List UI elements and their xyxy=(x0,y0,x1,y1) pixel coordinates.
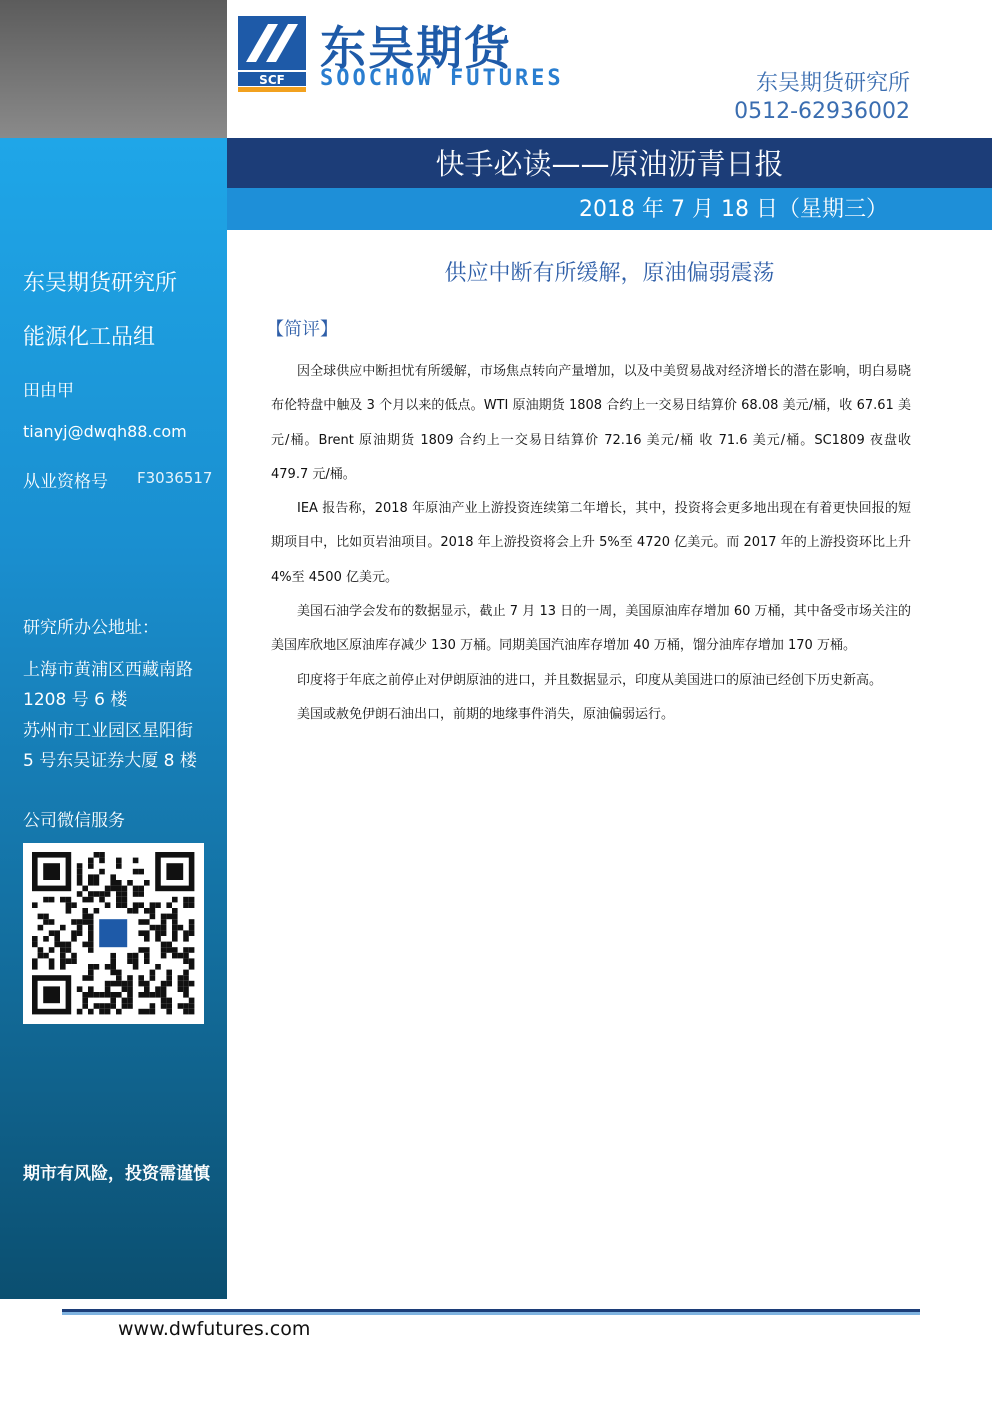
wechat-label: 公司微信服务 xyxy=(23,811,125,831)
address-line: 5 号东吴证券大厦 8 楼 xyxy=(23,751,197,771)
qr-code-icon xyxy=(23,843,204,1024)
address-line: 1208 号 6 楼 xyxy=(23,690,128,710)
date-bar xyxy=(227,188,992,230)
sidebar xyxy=(0,138,227,1299)
sidebar-institute: 东吴期货研究所 xyxy=(23,271,178,296)
license-label: 从业资格号 xyxy=(23,472,108,492)
brand-name-en: SOOCHOW FUTURES xyxy=(320,66,564,91)
body-paragraph: IEA 报告称，2018 年原油产业上游投资连续第二年增长，其中，投资将会更多地出现在有着更快回报的短期项目中，比如页岩油项目。2018 年上游投资将会上升 5%至 4720 亿美元。而 2017 年的上游投资环比上升 4%至 4500 亿美元。 xyxy=(271,501,911,585)
header-institute: 东吴期货研究所 xyxy=(755,71,910,96)
header-gray-block xyxy=(0,0,227,138)
report-title: 快手必读——原油沥青日报 xyxy=(227,138,992,188)
address-label: 研究所办公地址： xyxy=(23,618,159,638)
header-phone: 0512-62936002 xyxy=(734,99,910,124)
logo-mark-text: SCF xyxy=(259,73,285,87)
body-paragraph: 因全球供应中断担忧有所缓解，市场焦点转向产量增加，以及中美贸易战对经济增长的潜在影响，明白易晓布伦特盘中触及 3 个月以来的低点。WTI 原油期货 1808 合约上一交易日结算价 68.08 美元/桶，收 67.61 美元/桶。Brent 原油期货 1809 合约上一交易日结算价 72.16 美元/桶 收 71.6 美元/桶。SC1809 夜盘收 479.7 元/桶。 xyxy=(271,364,911,482)
footer-url[interactable]: www.dwfutures.com xyxy=(118,1318,311,1340)
address-line: 上海市黄浦区西藏南路 xyxy=(23,660,193,680)
body-paragraph: 美国或赦免伊朗石油出口，前期的地缘事件消失，原油偏弱运行。 xyxy=(297,706,675,722)
body-paragraph: 印度将于年底之前停止对伊朗原油的进口，并且数据显示，印度从美国进口的原油已经创下历史新高。 xyxy=(297,672,883,688)
analyst-name: 田由甲 xyxy=(23,381,74,401)
scf-logo-icon xyxy=(238,16,306,92)
brand-logo xyxy=(238,16,568,92)
license-number: F3036517 xyxy=(137,469,213,487)
report-headline: 供应中断有所缓解，原油偏弱震荡 xyxy=(444,261,775,286)
report-body xyxy=(271,355,911,732)
wechat-qr-code[interactable] xyxy=(23,843,204,1024)
report-date: 2018 年 7 月 18 日（星期三） xyxy=(579,197,888,222)
sidebar-group: 能源化工品组 xyxy=(23,325,156,350)
brand-name-cn: 东吴期货 xyxy=(320,21,512,75)
risk-notice: 期市有风险，投资需谨慎 xyxy=(23,1164,210,1184)
section-label: 【简评】 xyxy=(266,319,338,340)
address-line: 苏州市工业园区星阳街 xyxy=(23,721,193,741)
analyst-email[interactable]: tianyj@dwqh88.com xyxy=(23,422,187,441)
footer-divider xyxy=(62,1309,920,1315)
body-paragraph: 美国石油学会发布的数据显示，截止 7 月 13 日的一周，美国原油库存增加 60 万桶，其中备受市场关注的美国库欣地区原油库存减少 130 万桶。同期美国汽油库存增加 40 万桶，馏分油库存增加 170 万桶。 xyxy=(271,604,911,654)
